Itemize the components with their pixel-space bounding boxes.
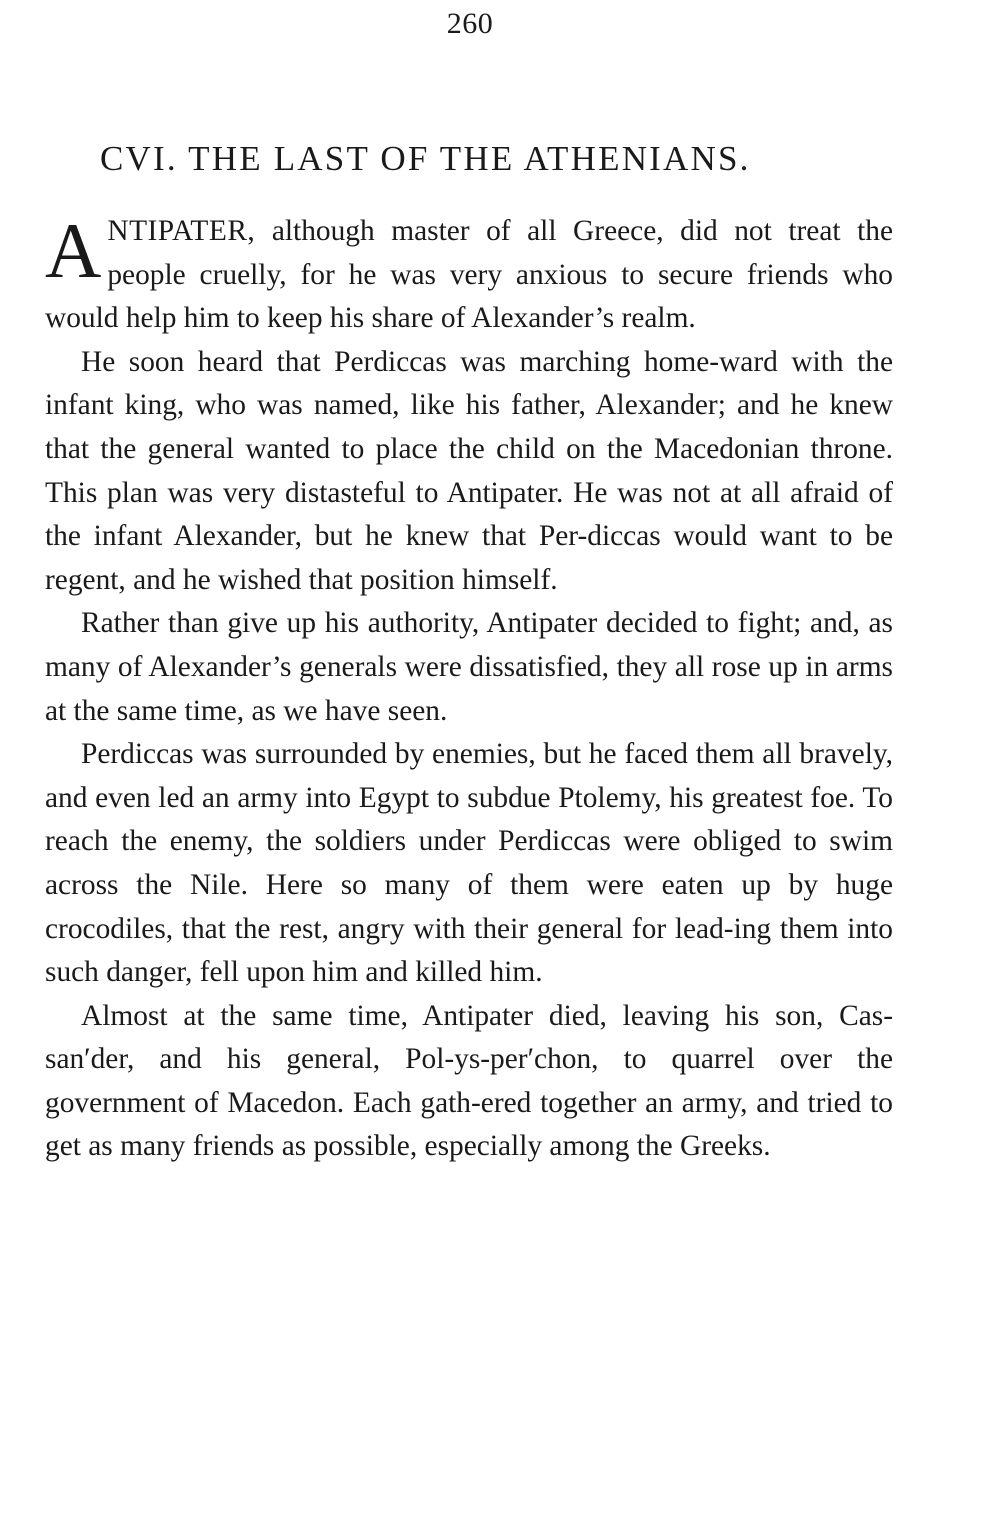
lead-caps: NTIPATER, <box>107 215 256 247</box>
paragraph-1 <box>45 207 893 341</box>
paragraph-text: although master of all Greece, did not treat the people cruelly, for he was very anxious to secure friends who would help him to keep his share of Alexander’s realm. <box>45 215 893 335</box>
paragraph-4: Perdiccas was surrounded by enemies, but he faced them all bravely, and even led an army into Egypt to subdue Ptolemy, his greatest foe. To reach the enemy, the soldiers under Perdiccas were obliged to swim across the Nile. Here so many of them were eaten up by huge crocodiles, that the rest, angry with their general for lead-ing them into such danger, fell upon him and killed him. <box>45 738 893 989</box>
paragraph-3: Rather than give up his authority, Antipater decided to fight; and, as many of Alexander’s generals were dissatisfied, they all rose up in arms at the same time, as we have seen. <box>45 607 893 727</box>
page-number: 260 <box>446 7 494 40</box>
paragraph-2: He soon heard that Perdiccas was marching home-ward with the infant king, who was named, like his father, Alexander; and he knew that the general wanted to place the child on the Macedonian throne. This plan was very distasteful to Antipater. He was not at all afraid of the infant Alexander, but he knew that Per-diccas would want to be regent, and he wished that position himself. <box>45 345 893 596</box>
paragraph-5: Almost at the same time, Antipater died, leaving his son, Cas-san′der, and his general, Pol-ys-per′chon, to quarrel over the government of Macedon. Each gath-ered together an army, and tried to get as many friends as possible, especially among the Greeks. <box>45 999 893 1163</box>
body-text <box>45 207 893 1169</box>
drop-cap: A <box>45 207 102 294</box>
chapter-title: CVI. THE LAST OF THE ATHENIANS. <box>100 139 751 178</box>
